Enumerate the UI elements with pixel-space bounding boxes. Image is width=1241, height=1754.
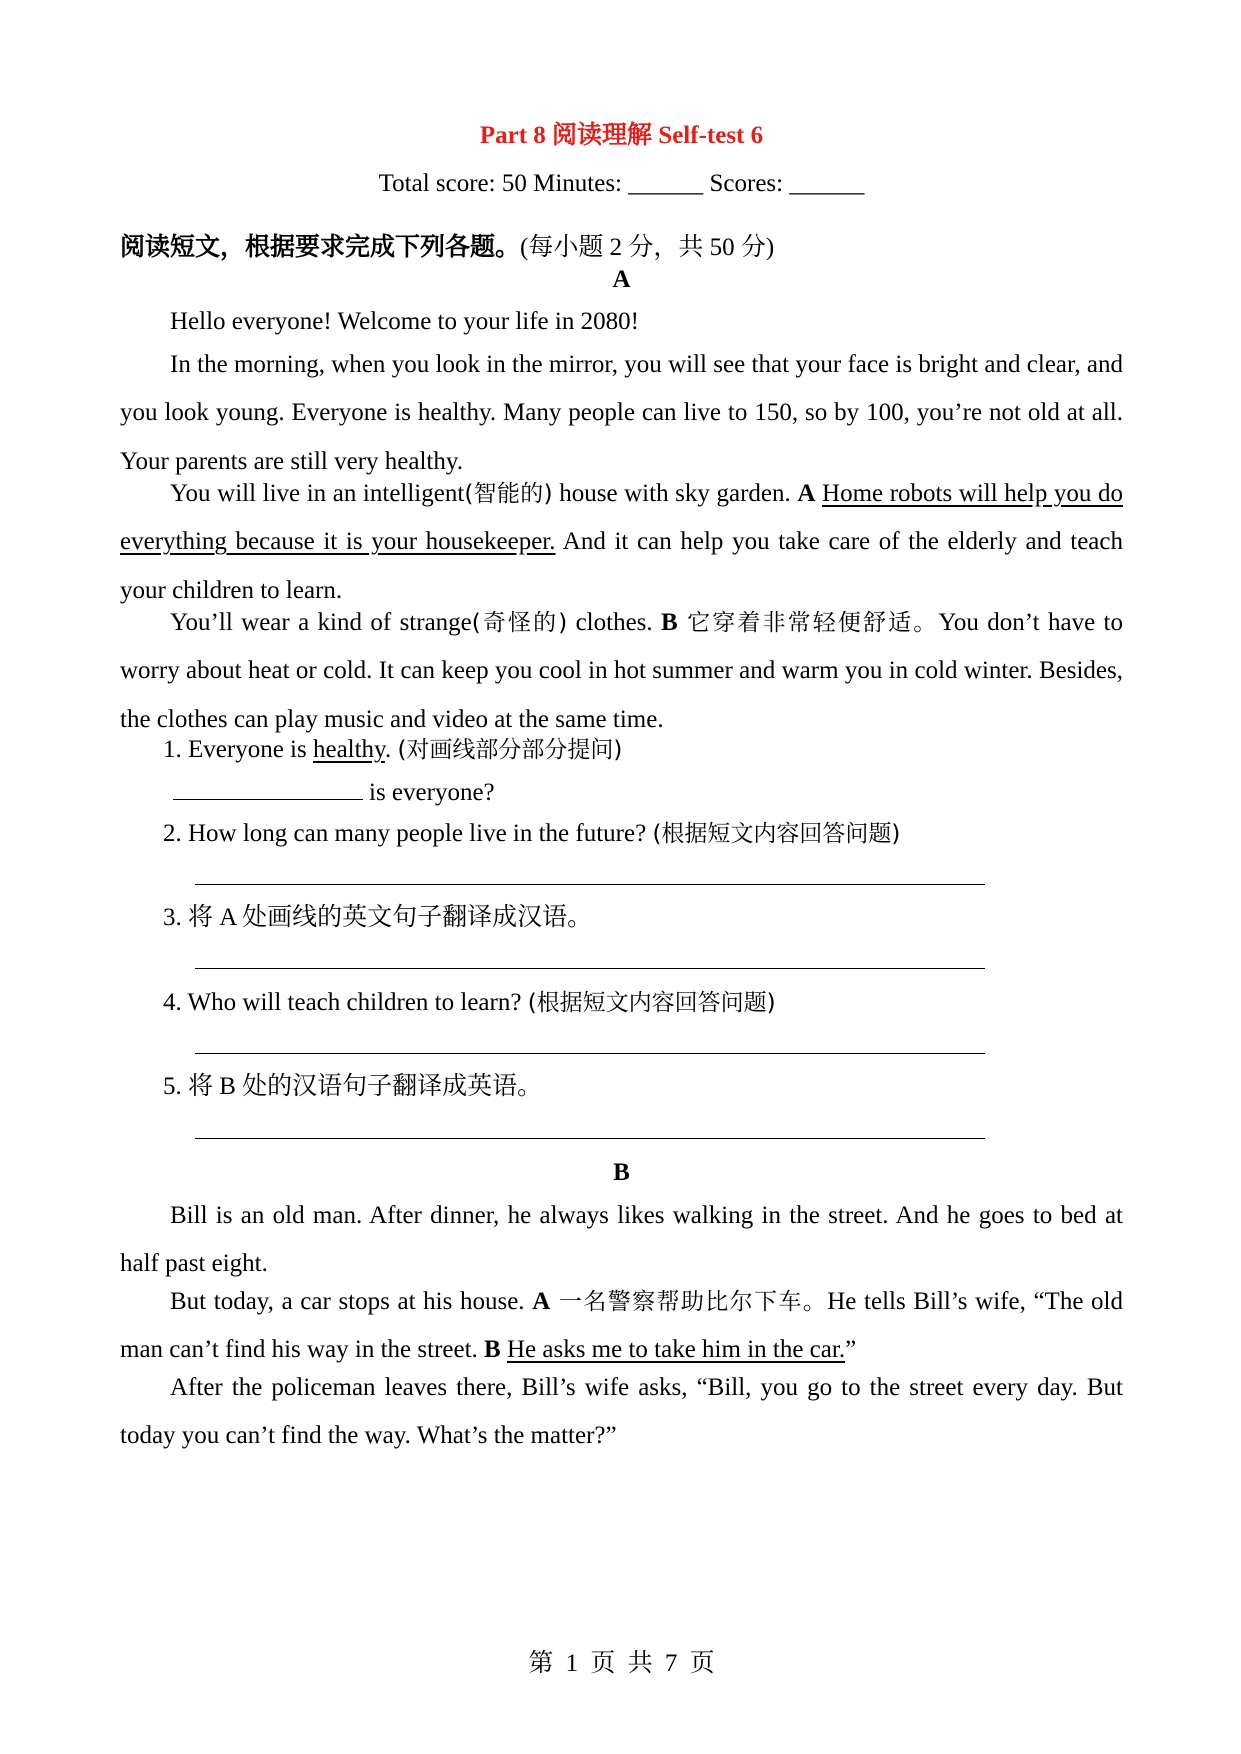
p3-text-before: You will live in an intelligent [170,480,465,507]
marker-a-b: A [532,1288,551,1315]
q2-note: (根据短文内容回答问题) [652,821,901,847]
p4-note: (奇怪的) [471,610,568,636]
marker-b-b: B [484,1336,501,1364]
document-page [120,0,1123,1754]
passage-a-paragraph-3 [120,470,1123,615]
p3-note: (智能的) [464,481,553,507]
passage-b-paragraph-2 [120,1278,1123,1375]
question-1-answer [173,775,495,811]
q4-note: (根据短文内容回答问题) [527,990,776,1016]
page-number-footer: 第 1 页 共 7 页 [528,1650,715,1677]
section-label-b: B [613,1159,630,1186]
q1-prefix: 1. Everyone is [163,736,313,763]
underlined-sentence-b: He asks me to take him in the car. [506,1336,846,1364]
marker-a: A [797,480,816,507]
q4-text: 4. Who will teach children to learn? [163,989,528,1016]
q2-answer-line[interactable] [195,884,985,885]
passage-a-paragraph-1: Hello everyone! Welcome to your life in 2080! [170,308,639,335]
passage-a-paragraph-2: In the morning, when you look in the mirror, you will see that your face is bright and clear, and you look young. Everyone is healthy. Many people can live to 150, so by 100, you’re not old at all. Your parents are still very healthy. [120,351,1123,475]
pb2-text-after: ” [845,1336,857,1364]
p4-text-before: You’ll wear a kind of strange [170,609,472,636]
instructions-bold: 阅读短文，根据要求完成下列各题。 [120,234,521,261]
question-1 [163,732,622,768]
q1-underlined-word: healthy [312,736,385,763]
question-2 [163,816,900,852]
p4-text-mid: clothes. [567,609,662,636]
passage-b-paragraph-1: Bill is an old man. After dinner, he always likes walking in the street. And he goes to bed at half past eight. [120,1202,1123,1278]
pb2-chinese-sentence: 一名警察帮助比尔下车。 [550,1289,828,1315]
p4-text-after: You don’t have to worry about heat or cold. It can keep you cool in hot summer and warm you in cold winter. Besides, the clothes can play music and video at the same time. [120,609,1123,733]
q1-note: (对画线部分部分提问) [397,737,623,763]
pb2-text-before: But today, a car stops at his house. [170,1288,533,1315]
page-title: Part 8 阅读理解 Self-test 6 [479,122,764,149]
q5-answer-line[interactable] [195,1138,985,1139]
instructions-points: (每小题 2 分，共 50 分) [520,234,775,261]
q4-answer-line[interactable] [195,1053,985,1054]
question-5: 5. 将 B 处的汉语句子翻译成英语。 [163,1073,543,1100]
q1-answer-blank[interactable] [173,777,363,800]
passage-a-paragraph-4 [120,599,1123,744]
pb2-text-mid: He tells Bill’s wife, “The old man can’t find his way in the street. [120,1288,1123,1364]
question-4 [163,985,776,1021]
p3-text-mid: house with sky garden. [552,480,798,507]
p3-text-after: And it can help you take care of the elderly and teach your children to learn. [120,528,1123,604]
p4-chinese-sentence: 它穿着非常轻便舒适。 [677,610,939,636]
marker-b: B [661,609,678,636]
q1-answer-suffix: is everyone? [369,779,495,806]
underlined-sentence-a: Home robots will help you do everything because it is your housekeeper. [120,480,1124,556]
q2-text: 2. How long can many people live in the future? [163,820,653,847]
instructions [120,230,774,266]
passage-b-paragraph-3: After the policeman leaves there, Bill’s wife asks, “Bill, you go to the street every day. But today you can’t find the way. What’s the matter?” [120,1374,1123,1450]
q3-answer-line[interactable] [195,968,985,969]
q1-suffix: . [384,736,398,763]
score-line: Total score: 50 Minutes: ______ Scores: ______ [378,170,865,197]
question-3: 3. 将 A 处画线的英文句子翻译成汉语。 [163,904,593,931]
section-label-a: A [612,266,631,293]
